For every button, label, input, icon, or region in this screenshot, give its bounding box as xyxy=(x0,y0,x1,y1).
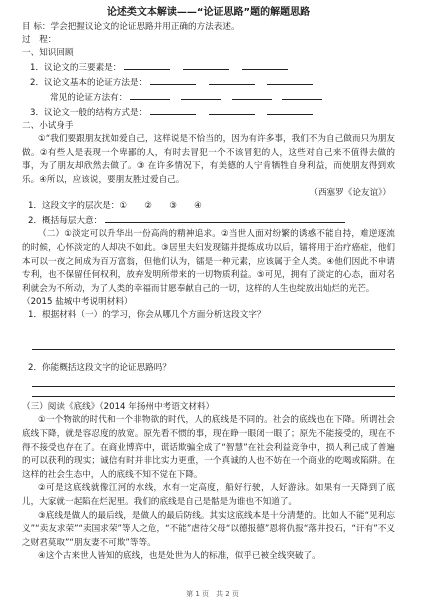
answer-line[interactable] xyxy=(32,395,395,397)
answer-blank[interactable] xyxy=(130,90,170,100)
answer-blank[interactable] xyxy=(282,90,322,100)
page-footer: 第 1 页 共 2 页 xyxy=(186,590,239,598)
question-1-2b xyxy=(22,90,395,105)
answer-blank[interactable] xyxy=(124,60,170,70)
passage-two-source: （2015 盐城中考说明材料） xyxy=(22,297,133,308)
answer-blank[interactable] xyxy=(209,75,255,85)
question-1-2-text: 2．议论文基本的论证方法是： xyxy=(30,78,148,88)
answer-blank[interactable] xyxy=(267,105,313,115)
section-heading-review: 一、知识回顾 xyxy=(22,48,74,58)
question-1-1 xyxy=(22,60,395,75)
section-heading-practice: 二、小试身手 xyxy=(22,121,74,131)
question-2-2-text: 2．概括每层大意： xyxy=(28,216,103,227)
passage-three-heading: （三）阅读《底线》（2014 年扬州中考语文材料） xyxy=(22,402,215,413)
answer-blank[interactable] xyxy=(267,75,313,85)
answer-blank[interactable] xyxy=(150,75,196,85)
question-1-2 xyxy=(22,75,395,90)
passage-three-paragraph-3: ③底线是做人的最后线，是做人的最后防线。其实这底线本是十分清楚的。比如人不能“见利忘义”“卖友求荣”“卖国求荣”等人之危，“不能”虐待父母“以德报德”恩将仇报“落井投石，“讦有”不义之财君莫取”“朋友妻不可欺”等等。 xyxy=(22,510,395,548)
answer-blank[interactable] xyxy=(105,213,345,223)
passage-three-paragraph-1: ①一个物欲的时代和一个非物欲的时代，人的底线是不同的。社会的底线也在下降。所谓社会底线下降，就是容忍度的放宽。原先看不惯的事，现在睁一眼闭一眼了；原先不能接受的，现在不得不接受也存在了。在商业博弈中，谎话欺骗全成了“智慧”在社会利益竞争中，损人利己成了普遍的可以获利的现实；诚信有时并非比实力更重，一个真诚的人也不妨在一个商业的吃喝或陷阱。在这样的社会生态中，人的底线不知不觉在下降。 xyxy=(22,415,395,480)
answer-blank[interactable] xyxy=(209,105,255,115)
answer-blank[interactable] xyxy=(181,90,221,100)
answer-blank[interactable] xyxy=(232,90,272,100)
question-1-3 xyxy=(22,105,395,120)
question-1-1-text: 1．议论文的三要素是： xyxy=(30,63,122,73)
answer-blank[interactable] xyxy=(183,60,229,70)
objective-text: 学会把握议论文的论证思路并用正确的方法表述。 xyxy=(50,22,240,32)
objective-label: 目 标： xyxy=(22,22,51,32)
question-2-1: 1．这段文字的层次是：① ② ③ ④ xyxy=(28,201,202,212)
page-title: 论述类文本解读——“论证思路”题的解题思路 xyxy=(106,7,311,18)
answer-blank[interactable] xyxy=(150,105,196,115)
passage-two: （二）①淡定可以升华出一份高尚的精神追求。②当世人面对纷繁的诱惑不能自持，难逆逐流的时候，心怀淡定的人却决不如此。③居里夫妇发现镭并提炼成功以后，镭将用于治疗癌症，他们本可以一夜之间成为百万富翁，但他们认为，镭是一种元素，应该属于全人类。④他们因此不申请专利，也不保留任何权利，放弃发明所带来的一切物质利益。⑤可见，拥有了淡定的心态，面对名利就会为不所动，为了人类的幸福而甘愿奉献自己的一切，这样的人生也绽放出灿烂的光芒。 xyxy=(22,229,395,294)
passage-one-source: （西塞罗《论友谊》） xyxy=(309,188,391,199)
answer-line[interactable] xyxy=(32,348,395,350)
question-2-2 xyxy=(22,213,395,228)
question-3-2: 2．你能概括这段文字的论证思路吗？ xyxy=(28,363,171,374)
passage-one: ①“我们要跟朋友扰如爱自己，这样说是不恰当的，因为有许多事，我们不为自己做而只为朋友做。②有些人是表现一个卑鄙的人，有时去冒犯一个不该冒犯的人，这些对自己来不值得去做的事，为了朋友却欣然去做了。③ 在许多情况下，有美德的人宁肯牺牲自身利益，而使朋友得到欢乐。④所以，应该说，要朋友胜过爱自己。 xyxy=(22,134,395,185)
passage-three-paragraph-2: ②可是这底线就像江河的水线，水有一定高度，船好行驶，人好游泳。如果有一天降到了底儿，大家就一起陷在烂泥里。我们的底线是自己是骷是为谁也不知道了。 xyxy=(22,483,395,507)
process-label: 过 程： xyxy=(22,35,57,45)
answer-line[interactable] xyxy=(32,385,395,387)
answer-blank[interactable] xyxy=(242,60,288,70)
passage-three-paragraph-4: ④这个古来世人皆知的底线，也是处世为人的标准，似乎已被全线突破了。 xyxy=(38,551,321,562)
objective-line xyxy=(22,21,395,34)
question-3-1: 1．根据材料（一）的学习，你会从哪几个方面分析这段文字？ xyxy=(28,310,266,321)
question-1-3-text: 3．议论文一般的结构方式是： xyxy=(30,108,148,118)
question-1-2b-text: 常见的论证方法有： xyxy=(50,93,128,103)
